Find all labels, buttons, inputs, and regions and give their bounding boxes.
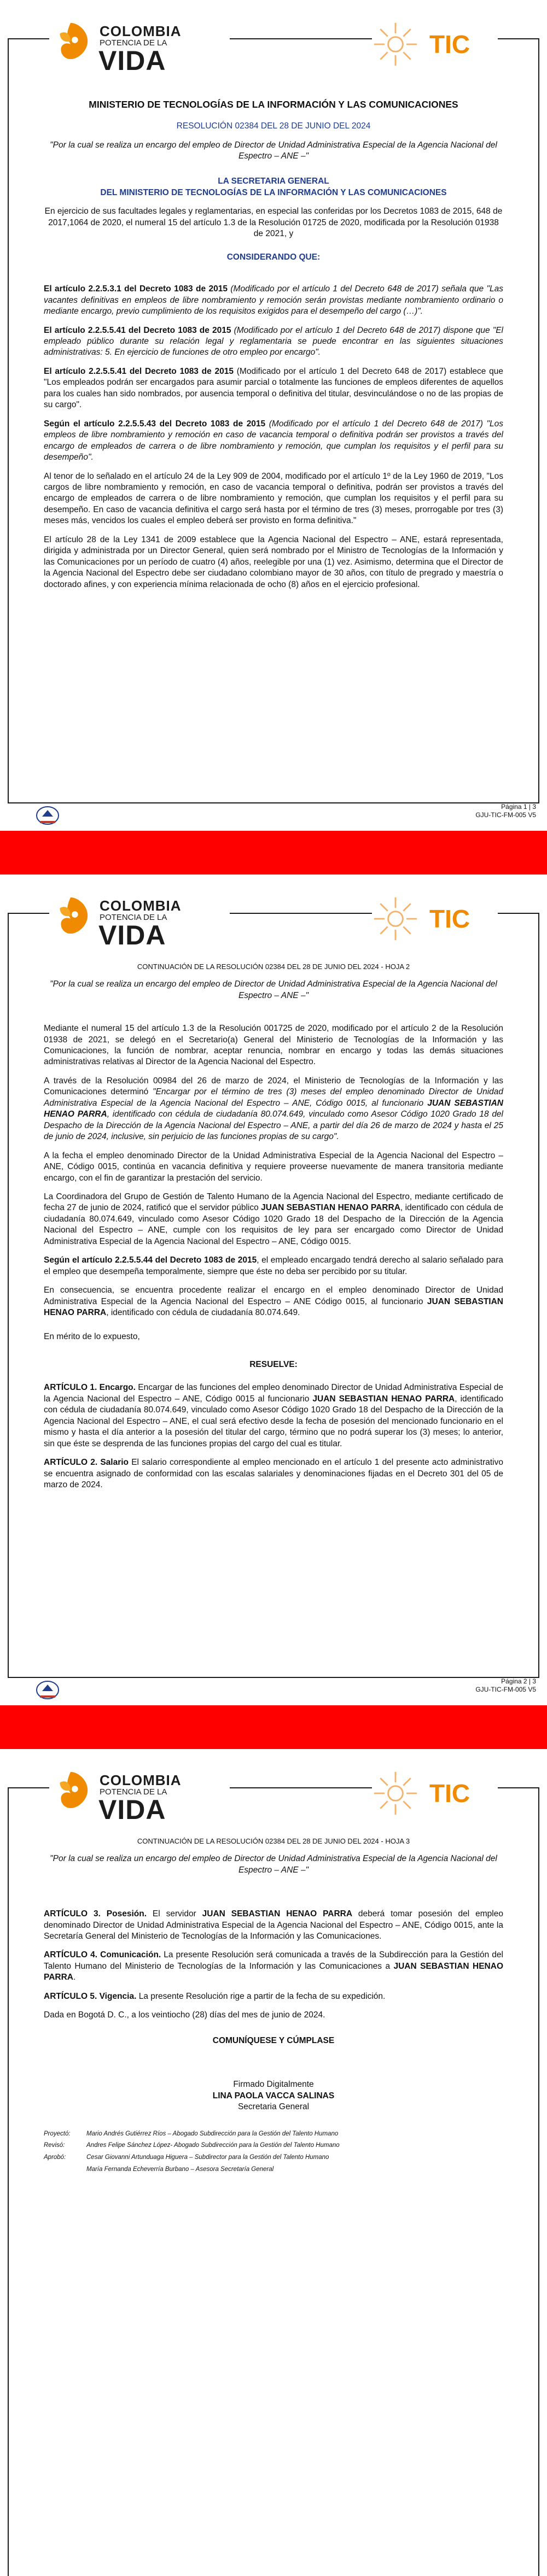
approval-text: Andres Felipe Sánchez López- Abogado Subdirección para la Gestión del Talento Humano bbox=[86, 2142, 340, 2149]
paragraph-quote: "Encargar por el término de tres (3) meses del empleo denominado Director de Unidad Administrativa Especial de la Agencia Nacional del Espectro – ANE, Código 0015, al funcionario bbox=[44, 1087, 503, 1108]
issuer-subtitle: DEL MINISTERIO DE TECNOLOGÍAS DE LA INFORMACIÓN Y LAS COMUNICACIONES bbox=[100, 187, 447, 197]
article-text: Encargar de las funciones del empleo denominado Director de Unidad Administrativa Especial de la Agencia Nacional del Espectro – ANE, Código 0015 al funcionario bbox=[44, 1383, 503, 1404]
article-lead: ARTÍCULO 1. Encargo. bbox=[44, 1383, 136, 1393]
article-4 bbox=[44, 1950, 503, 1983]
paragraph-lead: El artículo 2.2.5.5.41 del Decreto 1083 de 2015 bbox=[44, 325, 231, 335]
form-code: GJU-TIC-FM-005 V5 bbox=[475, 811, 536, 819]
resuelve-heading: RESUELVE: bbox=[249, 1359, 298, 1369]
body-paragraph-4 bbox=[44, 1192, 503, 1247]
paragraph-lead: Según el artículo 2.2.5.5.44 del Decreto 1083 de 2015 bbox=[44, 1255, 257, 1265]
page-header bbox=[11, 11, 536, 77]
paragraph-body: (Modificado por el artículo 1 del Decreto 648 de 2017) "Los empleos de libre nombramiento y remoción en caso de vacancia temporal o definitiva podrán ser provistos a través del encargo de empleados de carrera o de libre nombramiento y remoción, que cumplan los requisitos y el perfil para su desempeño". bbox=[44, 419, 503, 462]
page-info bbox=[475, 803, 536, 820]
tic-text: TIC bbox=[429, 30, 470, 58]
considerando-paragraph-3 bbox=[44, 366, 503, 411]
page-separator-bar bbox=[0, 831, 547, 875]
employee-name: JUAN SEBASTIAN HENAO PARRA bbox=[44, 1098, 503, 1119]
signer-title: Secretaria General bbox=[237, 2102, 310, 2112]
logo-potencia-text: POTENCIA DE LA bbox=[100, 38, 167, 48]
page-info bbox=[475, 1677, 536, 1694]
paragraph-lead: El artículo 2.2.5.5.41 del Decreto 1083 de 2015 bbox=[44, 366, 234, 376]
ministry-title: MINISTERIO DE TECNOLOGÍAS DE LA INFORMACIÓN Y LAS COMUNICACIONES bbox=[89, 99, 458, 110]
page-2 bbox=[0, 875, 547, 1705]
page-3-content bbox=[44, 1836, 503, 2176]
institutional-seal-icon bbox=[30, 805, 65, 826]
logo-vida-text: VIDA bbox=[98, 920, 166, 950]
page-1-content bbox=[44, 87, 503, 598]
tic-text: TIC bbox=[429, 1779, 470, 1808]
approval-row bbox=[44, 2128, 503, 2140]
article-3 bbox=[44, 1909, 503, 1942]
page-number: Página 2 | 3 bbox=[501, 1677, 536, 1685]
employee-name: JUAN SEBASTIAN HENAO PARRA bbox=[44, 1961, 504, 1982]
paragraph-lead: Según el artículo 2.2.5.5.43 del Decreto 1083 de 2015 bbox=[44, 419, 266, 429]
colombia-flower-logo-icon bbox=[49, 20, 92, 62]
tic-sun-icon bbox=[372, 1770, 419, 1817]
logo-potencia-text: POTENCIA DE LA bbox=[100, 913, 167, 922]
approval-text: Cesar Giovanni Artunduaga Higuera – Subdirector para la Gestión del Talento Humano bbox=[86, 2154, 329, 2161]
body-paragraph-2 bbox=[44, 1076, 503, 1143]
paragraph-text: En consecuencia, se encuentra procedente realizar el encargo en el empleo denominado Director de Unidad Administrativa Especial de la Agencia Nacional del Espectro – ANE Código 0015, al funcionario bbox=[44, 1286, 503, 1306]
logo-colombia-text: COLOMBIA bbox=[100, 23, 182, 39]
institutional-seal-icon bbox=[30, 1679, 65, 1701]
article-text: La presente Resolución rige a partir de la fecha de su expedición. bbox=[136, 1991, 386, 2001]
considerando-paragraph-2 bbox=[44, 325, 503, 359]
continuation-header: CONTINUACIÓN DE LA RESOLUCIÓN 02384 DEL 28 DE JUNIO DEL 2024 - HOJA 3 bbox=[137, 1837, 410, 1845]
signer-name: LINA PAOLA VACCA SALINAS bbox=[212, 2091, 335, 2100]
approval-role bbox=[44, 2164, 82, 2176]
considerando-paragraph-1 bbox=[44, 284, 503, 317]
colombia-flower-logo-icon bbox=[49, 1769, 92, 1811]
approval-row bbox=[44, 2152, 503, 2164]
approval-text: María Fernanda Echeverría Burbano – Asesora Secretaría General bbox=[86, 2166, 274, 2173]
logo-vida-text: VIDA bbox=[98, 45, 166, 76]
colombia-potencia-de-la-vida-logo bbox=[49, 1764, 230, 1824]
digital-signature-label: Firmado Digitalmente bbox=[233, 2080, 314, 2090]
paragraph-quote: , identificado con cédula de ciudadanía 80.074.649, vinculado como Asesor Código 1020 Grado 18 del Despacho de la Dirección de la Agencia Nacional del Espectro – ANE, a partir del día 26 de marzo de 2024 y hasta el 25 de junio de 2024, inclusive, sin perjuicio de las funciones propias de su cargo". bbox=[44, 1110, 503, 1142]
considerando-paragraph-5: Al tenor de lo señalado en el artículo 24 de la Ley 909 de 2004, modificado por el artículo 1º de la Ley 1960 de 2019, "Los cargos de libre nombramiento y remoción, en caso de vacancia temporal o definitiva, podrán ser provistos a través del encargo de empleados de carrera o de libre nombramiento y remoción, que cumplan los requisitos y el perfil para su desempeño. En caso de vacancia definitiva el cargo será hasta por el término de tres (3) meses, prorrogable por tres (3) meses más, vencidos los cuales el empleo deberá ser provisto en forma definitiva." bbox=[44, 471, 503, 526]
tic-logo bbox=[372, 890, 498, 950]
employee-name: JUAN SEBASTIAN HENAO PARRA bbox=[312, 1394, 455, 1404]
tic-text: TIC bbox=[429, 905, 470, 933]
considerando-paragraph-6: El artículo 28 de la Ley 1341 de 2009 establece que la Agencia Nacional del Espectro – ANE, estará representada, dirigida y administrada por un Director General, quien será nombrado por el Ministro de Tecnologías de la Información y las Comunicaciones por un período de cuatro (4) años, reelegible por una (1) vez. Asimismo, determina que el Director de la Agencia Nacional del Espectro debe ser ciudadano colombiano mayor de 30 años, con título de pregrado y maestría o doctorado afines, y con experiencia mínima relacionada de ocho (8) años en el ejercicio profesional. bbox=[44, 535, 503, 589]
body-paragraph-6 bbox=[44, 1285, 503, 1318]
paragraph-text: A través de la Resolución 00984 del 26 de marzo de 2024, el Ministerio de Tecnologías de la Información y las Comunicaciones determinó bbox=[44, 1076, 503, 1097]
article-1 bbox=[44, 1382, 503, 1450]
page-1 bbox=[0, 0, 547, 831]
body-paragraph-5 bbox=[44, 1255, 503, 1277]
employee-name: JUAN SEBASTIAN HENAO PARRA bbox=[202, 1909, 353, 1919]
tic-logo bbox=[372, 15, 498, 75]
considerando-heading: CONSIDERANDO QUE: bbox=[226, 252, 321, 262]
article-text: , identificado con cédula de ciudadanía 80.074.649, vinculado como Asesor Código 1020 Grado 18 del Despacho de la Dirección de la Agencia Nacional del Espectro – ANE, el cual será efectivo desde la fecha de posesión del mencionado funcionario en el mismo y hasta el día anterior a la posesión del titular del cargo, término que no podrá superar los (3) meses; lo anterior, sin que éste se desprenda de las funciones propias del cargo del cual es titular. bbox=[44, 1394, 504, 1448]
approval-role: Revisó: bbox=[44, 2142, 65, 2149]
article-lead: ARTÍCULO 5. Vigencia. bbox=[44, 1991, 137, 2001]
tic-sun-icon bbox=[372, 895, 419, 942]
article-lead: ARTÍCULO 4. Comunicación. bbox=[44, 1950, 161, 1960]
article-text: El salario correspondiente al empleo mencionado en el artículo 1 del presente acto administrativo se encuentra asignado de conformidad con las escalas salariales y denominaciones fijadas en el Decreto 301 del 05 de marzo de 2024. bbox=[44, 1458, 503, 1490]
body-paragraph-3: A la fecha el empleo denominado Director de la Unidad Administrativa Especial de la Agencia Nacional del Espectro – ANE, Código 0015, continúa en vacancia definitiva y requiere proveerse nuevamente de manera transitoria mediante encargo, con el fin de garantizar la prestación del servicio. bbox=[44, 1151, 503, 1183]
resolution-subject: "Por la cual se realiza un encargo del empleo de Director de Unidad Administrativa Especial de la Agencia Nacional del Espectro – ANE –" bbox=[50, 1854, 497, 1875]
page-header bbox=[11, 885, 536, 951]
logo-potencia-text: POTENCIA DE LA bbox=[100, 1787, 167, 1797]
article-2 bbox=[44, 1457, 503, 1491]
dada-line: Dada en Bogotá D. C., a los veintiocho (28) días del mes de junio de 2024. bbox=[44, 2010, 325, 2020]
tic-sun-icon bbox=[372, 21, 419, 68]
article-text: El servidor bbox=[147, 1909, 202, 1919]
article-text: . bbox=[73, 1973, 76, 1982]
logo-vida-text: VIDA bbox=[98, 1794, 166, 1825]
tic-logo bbox=[372, 1764, 498, 1824]
article-text: La presente Resolución será comunicada a través de la Subdirección para la Gestión del Talento Humano del Ministerio de Tecnologías de la Información y las Comunicaciones a bbox=[44, 1950, 503, 1971]
page-header bbox=[11, 1760, 536, 1826]
article-lead: ARTÍCULO 3. Posesión. bbox=[44, 1909, 147, 1919]
page-2-content bbox=[44, 962, 503, 1498]
employee-name: JUAN SEBASTIAN HENAO PARRA bbox=[261, 1203, 400, 1213]
paragraph-text: , el empleado encargado tendrá derecho al salario señalado para el empleo que desempeña temporalmente, siempre que éste no deba ser percibido por su titular. bbox=[44, 1255, 503, 1276]
resolution-subject: "Por la cual se realiza un encargo del empleo de Director de Unidad Administrativa Especial de la Agencia Nacional del Espectro – ANE –" bbox=[50, 979, 497, 1000]
approval-row bbox=[44, 2140, 503, 2152]
approval-row bbox=[44, 2164, 503, 2176]
paragraph-body: (Modificado por el artículo 1 del Decreto 648 de 2017) establece que "Los empleados podrán ser encargados para asumir parcial o totalmente las funciones de empleos diferentes de aquellos para los cuales han sido nombrados, por ausencia temporal o definitiva del titular, desvinculándose o no de las propias de su cargo". bbox=[44, 366, 503, 410]
colombia-flower-logo-icon bbox=[49, 894, 92, 937]
approval-role: Aprobó: bbox=[44, 2154, 66, 2161]
paragraph-body: (Modificado por el artículo 1 del Decreto 648 de 2017) dispone que "El empleado público durante su relación legal y reglamentaria se puede encontrar en las siguientes situaciones administrativas: 5. En ejercicio de funciones de otro empleo por encargo". bbox=[44, 325, 503, 357]
approval-list bbox=[44, 2128, 503, 2176]
comuniquese-heading: COMUNÍQUESE Y CÚMPLASE bbox=[212, 2035, 335, 2045]
approval-role: Proyectó: bbox=[44, 2130, 71, 2137]
colombia-potencia-de-la-vida-logo bbox=[49, 15, 230, 75]
resolution-line: RESOLUCIÓN 02384 DEL 28 DE JUNIO DEL 2024 bbox=[176, 121, 371, 131]
article-5 bbox=[44, 1991, 503, 2002]
form-code: GJU-TIC-FM-005 V5 bbox=[475, 1686, 536, 1694]
page-3 bbox=[0, 1749, 547, 2576]
article-text: deberá tomar posesión del empleo denominado Director de Unidad Administrativa Especial de la Agencia Nacional del Espectro – ANE, Código 0015, ante la Secretaría General del Ministerio de Tecnologías de la Información y las Comunicaciones. bbox=[44, 1909, 503, 1941]
paragraph-text: La Coordinadora del Grupo de Gestión de Talento Humano de la Agencia Nacional del Espectro, mediante certificado de fecha 27 de junio de 2024, ratificó que el servidor público bbox=[44, 1192, 503, 1213]
page-number: Página 1 | 3 bbox=[501, 802, 536, 811]
colombia-potencia-de-la-vida-logo bbox=[49, 890, 230, 950]
paragraph-text: , identificado con cédula de ciudadanía 80.074.649. bbox=[106, 1308, 300, 1318]
logo-colombia-text: COLOMBIA bbox=[100, 897, 182, 914]
logo-colombia-text: COLOMBIA bbox=[100, 1772, 182, 1788]
page-separator-bar bbox=[0, 1705, 547, 1749]
body-paragraph-1: Mediante el numeral 15 del artículo 1.3 de la Resolución 001725 de 2020, modificado por el artículo 2 de la Resolución 01938 de 2021, se delegó en el Secretario(a) General del Ministerio de Tecnologías de la Información y las Comunicaciones, la función de nombrar, aceptar renuncia, nombrar en encargo y todas las demás situaciones administrativas relativas al Director de la Agencia Nacional del Espectro. bbox=[44, 1024, 503, 1067]
article-lead: ARTÍCULO 2. Salario bbox=[44, 1458, 129, 1468]
resolution-subject: "Por la cual se realiza un encargo del empleo de Director de Unidad Administrativa Especial de la Agencia Nacional del Espectro – ANE –" bbox=[50, 140, 497, 161]
paragraph-text: , identificado con cédula de ciudadanía 80.074.649, vinculado como Asesor Código 1020 Grado 18 del Despacho de la Dirección de la Agencia Nacional del Espectro – ANE, cumple con los requisitos de ley para ser encargado como Director de Unidad Administrativa Especial de la Agencia Nacional del Espectro – ANE, Código 0015. bbox=[44, 1203, 503, 1246]
powers-paragraph: En ejercicio de sus facultades legales y reglamentarias, en especial las conferidas por los Decretos 1083 de 2015, 648 de 2017,1064 de 2020, el numeral 15 del artículo 1.3 de la Resolución 01725 de 2020, modificada por la Resolución 01938 de 2021, y bbox=[44, 207, 503, 239]
paragraph-body: (Modificado por el artículo 1 del Decreto 648 de 2017) señala que "Las vacantes definitivas en empleos de libre nombramiento y remoción serán provistas mediante nombramiento ordinario o mediante encargo, previo cumplimiento de los requisitos exigidos para el desempeño del cargo (…)". bbox=[44, 284, 504, 316]
continuation-header: CONTINUACIÓN DE LA RESOLUCIÓN 02384 DEL 28 DE JUNIO DEL 2024 - HOJA 2 bbox=[137, 963, 410, 971]
approval-text: Mario Andrés Gutiérrez Ríos – Abogado Subdirección para la Gestión del Talento Humano bbox=[86, 2130, 339, 2137]
employee-name: JUAN SEBASTIAN HENAO PARRA bbox=[44, 1296, 503, 1318]
issuer-title: LA SECRETARIA GENERAL bbox=[218, 177, 329, 186]
considerando-paragraph-4 bbox=[44, 419, 503, 463]
merit-line: En mérito de lo expuesto, bbox=[44, 1332, 140, 1342]
paragraph-lead: El artículo 2.2.5.3.1 del Decreto 1083 de 2015 bbox=[44, 284, 228, 294]
